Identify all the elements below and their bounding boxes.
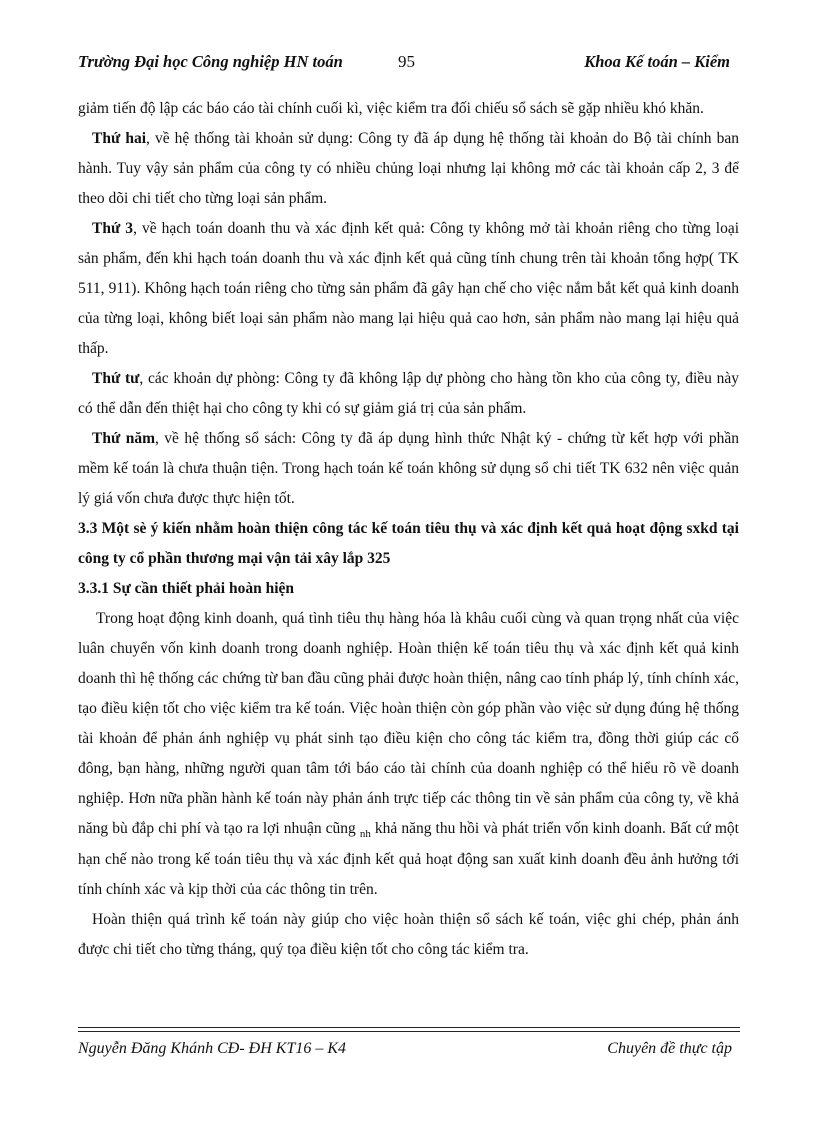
paragraph-text: , về hệ thống sổ sách: Công ty đã áp dụng hình thức Nhật ký - chứng từ kết hợp với phần mềm kế toán là chưa thuận tiện. Trong hạch toán kế toán không sử dụng sổ chi tiết TK 632 nên việc quản lý giá vốn chưa được thực hiện tốt. [78,430,739,507]
header-faculty: Khoa Kế toán – Kiểm [584,52,730,71]
footer-rule [78,1027,740,1028]
document-body [78,94,739,965]
paragraph-text: khả năng thu hồi và phát triển vốn kinh doanh. Bất cứ một hạn chế nào trong kế toán tiêu thụ và xác định kết quả hoạt động san xuất kinh doanh đều ảnh hưởng tới tính chính xác và kịp thời của các thông tin trên. [78,820,739,898]
paragraph-lead: Thứ 3 [92,220,134,237]
page-footer [78,1040,740,1062]
header-school: Trường Đại học Công nghiệp HN toán [78,52,343,71]
section-heading-3-3-1: 3.3.1 Sự cần thiết phải hoàn hiện [78,580,295,597]
footer-title: Chuyên đề thực tập [607,1040,732,1057]
paragraph-lead: Thứ hai [92,130,147,147]
paragraph [78,364,739,424]
paragraph: giảm tiến độ lập các báo cáo tài chính cuối kì, việc kiểm tra đối chiếu sổ sách sẽ gặp nhiều khó khăn. [78,100,704,117]
paragraph-text: , về hệ thống tài khoản sử dụng: Công ty đã áp dụng hệ thống tài khoản do Bộ tài chính ban hành. Tuy vậy sản phẩm của công ty có nhiều chủng loại nhưng lại không mở các tài khoản cấp 2, 3 để theo dõi chi tiết cho từng loại sản phẩm. [78,130,740,207]
paragraph [78,604,739,905]
subscript-fragment: nh [359,828,371,840]
paragraph-lead: Thứ năm [92,430,155,447]
paragraph [78,424,739,514]
paragraph-lead: Thứ tư [92,370,140,387]
footer-rule [78,1031,740,1032]
paragraph [78,124,739,214]
paragraph-text: , các khoản dự phòng: Công ty đã không lập dự phòng cho hàng tồn kho của công ty, điều này có thể dẫn đến thiệt hại cho công ty khi có sự giảm giá trị của sản phẩm. [78,370,739,417]
paragraph-text: , về hạch toán doanh thu và xác định kết quả: Công ty không mở tài khoản riêng cho từng loại sản phẩm, đến khi hạch toán doanh thu và xác định kết quả cũng tính chung trên tài khoản tổng hợp( TK 511, 911). Không hạch toán riêng cho từng sản phẩm đã gây hạn chế cho việc nắm bắt kết quả kinh doanh của từng loại, không biết loại sản phẩm nào mang lại hiệu quả cao hơn, sản phẩm nào mang lại hiệu quả thấp. [78,220,740,357]
page-number: 95 [398,52,415,71]
paragraph: Hoàn thiện quá trình kế toán này giúp cho việc hoàn thiện sổ sách kế toán, việc ghi chép, phản ánh được chi tiết cho từng tháng, quý tọa điều kiện tốt cho công tác kiểm tra. [78,911,739,958]
section-heading-3-3: 3.3 Một sè ý kiến nhằm hoàn thiện công tác kế toán tiêu thụ và xác định kết quả hoạt động sxkd tại công ty cổ phần thương mại vận tải xây lắp 325 [78,520,739,567]
paragraph-text: Trong hoạt động kinh doanh, quá tình tiêu thụ hàng hóa là khâu cuối cùng và quan trọng nhất của việc luân chuyển vốn kinh doanh trong doanh nghiệp. Hoàn thiện kế toán tiêu thụ và xác định kết quả kinh doanh thì hệ thống các chứng từ ban đầu cũng phải được hoàn thiện, nâng cao tính pháp lý, tính chính xác, tạo điều kiện tốt cho việc kiểm tra kế toán. Việc hoàn thiện còn góp phần vào việc sử dụng đúng hệ thống tài khoản để phản ánh nghiệp vụ phát sinh tạo điều kiện cho công tác kiểm tra, đồng thời giúp các cổ đông, bạn hàng, những người quan tâm tới báo cáo tài chính của doanh nghiệp có thể hiểu rõ về doanh nghiệp. Hơn nữa phần hành kế toán này phản ánh trực tiếp các thông tin về sản phẩm của công ty, về khả năng bù đắp chi phí và tạo ra lợi nhuận cũng [78,610,739,837]
paragraph [78,214,739,364]
page-header [78,52,738,92]
footer-author: Nguyễn Đăng Khánh CĐ- ĐH KT16 – K4 [78,1040,347,1057]
